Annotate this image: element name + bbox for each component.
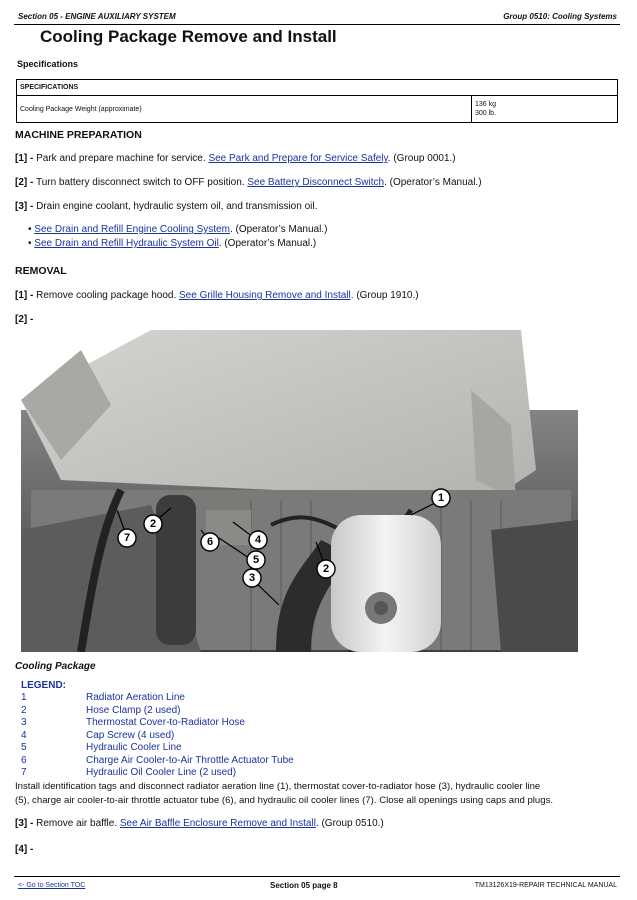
page-number: Section 05 page 8 — [270, 881, 338, 890]
legend-label: Hydraulic Cooler Line — [86, 742, 182, 753]
spec-value-lb: 300 lb. — [475, 110, 497, 117]
callout-4 — [249, 531, 267, 549]
svg-text:2: 2 — [149, 518, 157, 530]
legend-num: 4 — [21, 729, 27, 741]
removal-step-3 — [15, 818, 384, 829]
svg-text:5: 5 — [252, 554, 260, 566]
legend-label: Radiator Aeration Line — [86, 692, 185, 703]
instruction-line-2: (5), charge air cooler-to-air throttle actuator tube (6), and hydraulic oil cooler lines (7). Close all openings using caps and plugs. — [15, 794, 554, 806]
step-number: [3] - — [15, 201, 34, 212]
park-prepare-link[interactable]: See Park and Prepare for Service Safely — [208, 153, 388, 164]
specifications-heading: Specifications — [17, 59, 79, 69]
step-after: . (Group 0001.) — [387, 153, 456, 164]
step-text: Remove air baffle. — [36, 818, 120, 829]
legend-label: Hydraulic Oil Cooler Line (2 used) — [86, 767, 237, 778]
legend-num: 1 — [21, 692, 27, 703]
step-number: [2] - — [15, 314, 34, 325]
legend-item — [21, 692, 421, 705]
legend-num: 6 — [21, 754, 27, 766]
group-header: Group 0510: Cooling Systems — [503, 12, 617, 21]
prep-step-2 — [15, 177, 482, 188]
legend-label: Cap Screw (4 used) — [86, 729, 175, 741]
drain-coolant-link[interactable]: See Drain and Refill Engine Cooling System — [34, 224, 230, 235]
legend-item — [21, 730, 421, 743]
legend-title: LEGEND: — [21, 680, 66, 691]
legend-num: 5 — [21, 742, 27, 753]
bullet-after: . (Operator’s Manual.) — [229, 224, 328, 235]
drain-hydraulic-link[interactable]: See Drain and Refill Hydraulic System Oil — [34, 238, 219, 249]
callout-1 — [432, 489, 450, 507]
reservoir-cap-center — [374, 601, 388, 615]
thermostat-housing — [156, 495, 196, 645]
instruction-paragraph — [15, 780, 625, 807]
svg-text:2: 2 — [322, 563, 330, 575]
step-after: . (Operator’s Manual.) — [384, 177, 482, 188]
step-number: [2] - — [15, 177, 34, 188]
callout-2 — [317, 560, 335, 578]
legend-label: Hose Clamp (2 used) — [86, 704, 181, 716]
svg-text:1: 1 — [437, 492, 445, 504]
bullet-dot: • — [28, 224, 35, 235]
grille-housing-link[interactable]: See Grille Housing Remove and Install — [179, 290, 351, 301]
battery-disconnect-link[interactable]: See Battery Disconnect Switch — [247, 177, 385, 188]
cooling-package-illustration — [21, 330, 578, 652]
coolant-reservoir — [331, 515, 441, 652]
legend-item — [21, 742, 421, 755]
step-number: [1] - — [15, 153, 34, 164]
callout-6 — [201, 533, 219, 551]
step-text: Drain engine coolant, hydraulic system oil, and transmission oil. — [36, 201, 318, 212]
legend-item — [21, 767, 421, 780]
figure-caption: Cooling Package — [15, 661, 96, 672]
svg-text:7: 7 — [123, 532, 131, 544]
legend-item — [21, 705, 421, 718]
callout-5 — [247, 551, 265, 569]
step-number: [1] - — [15, 290, 34, 301]
legend-label: Thermostat Cover-to-Radiator Hose — [86, 717, 245, 728]
engine-side — [491, 520, 578, 652]
removal-step-1 — [15, 290, 419, 301]
header-rule — [14, 24, 620, 25]
spec-table-row — [17, 96, 618, 123]
air-baffle-link[interactable]: See Air Baffle Enclosure Remove and Install — [119, 818, 316, 829]
prep-step-1 — [15, 153, 456, 164]
removal-step-4 — [15, 844, 33, 855]
instruction-line-1: Install identification tags and disconnect radiator aeration line (1), thermostat cover-to-radiator hose (3), hydraulic cooler line — [15, 781, 541, 792]
spec-item: Cooling Package Weight (approximate) — [17, 96, 472, 123]
svg-text:4: 4 — [254, 534, 262, 546]
callout-2 — [144, 515, 162, 533]
callout-3 — [243, 569, 261, 587]
step-number: [3] - — [15, 818, 34, 829]
bullet-item — [28, 224, 327, 235]
machine-preparation-heading: MACHINE PREPARATION — [15, 129, 142, 141]
legend-num: 3 — [21, 717, 27, 728]
legend-num: 7 — [21, 767, 27, 778]
legend-item — [21, 755, 421, 768]
section-header: Section 05 - ENGINE AUXILIARY SYSTEM — [18, 12, 176, 21]
prep-step-3 — [15, 201, 317, 212]
manual-id: TM13126X19-REPAIR TECHNICAL MANUAL — [474, 882, 617, 889]
bullet-dot: • — [28, 238, 35, 249]
spec-table-header: SPECIFICATIONS — [17, 80, 618, 96]
footer-rule — [14, 876, 620, 877]
step-after: . (Group 1910.) — [350, 290, 419, 301]
spec-value — [472, 96, 618, 123]
step-text: Park and prepare machine for service. — [36, 153, 209, 164]
spec-table-header-row — [17, 80, 618, 96]
step-text: Remove cooling package hood. — [36, 290, 179, 301]
spec-value-kg: 136 kg — [475, 101, 497, 108]
bullet-item — [28, 238, 316, 249]
bullet-after: . (Operator’s Manual.) — [218, 238, 317, 249]
section-toc-link[interactable]: <- Go to Section TOC — [18, 882, 86, 889]
legend-label: Charge Air Cooler-to-Air Throttle Actuator Tube — [86, 754, 294, 766]
page-title: Cooling Package Remove and Install — [40, 27, 337, 46]
callout-7 — [118, 529, 136, 547]
svg-text:6: 6 — [206, 536, 214, 548]
svg-text:3: 3 — [248, 572, 256, 584]
step-number: [4] - — [15, 844, 34, 855]
legend-item — [21, 717, 421, 730]
cooling-package-photo — [21, 330, 578, 652]
removal-step-2 — [15, 314, 33, 325]
legend-list — [21, 692, 421, 780]
legend-num: 2 — [21, 704, 27, 716]
removal-heading: REMOVAL — [15, 265, 67, 277]
step-text: Turn battery disconnect switch to OFF position. — [35, 177, 248, 188]
step-after: . (Group 0510.) — [315, 818, 384, 829]
specifications-table — [16, 79, 618, 123]
